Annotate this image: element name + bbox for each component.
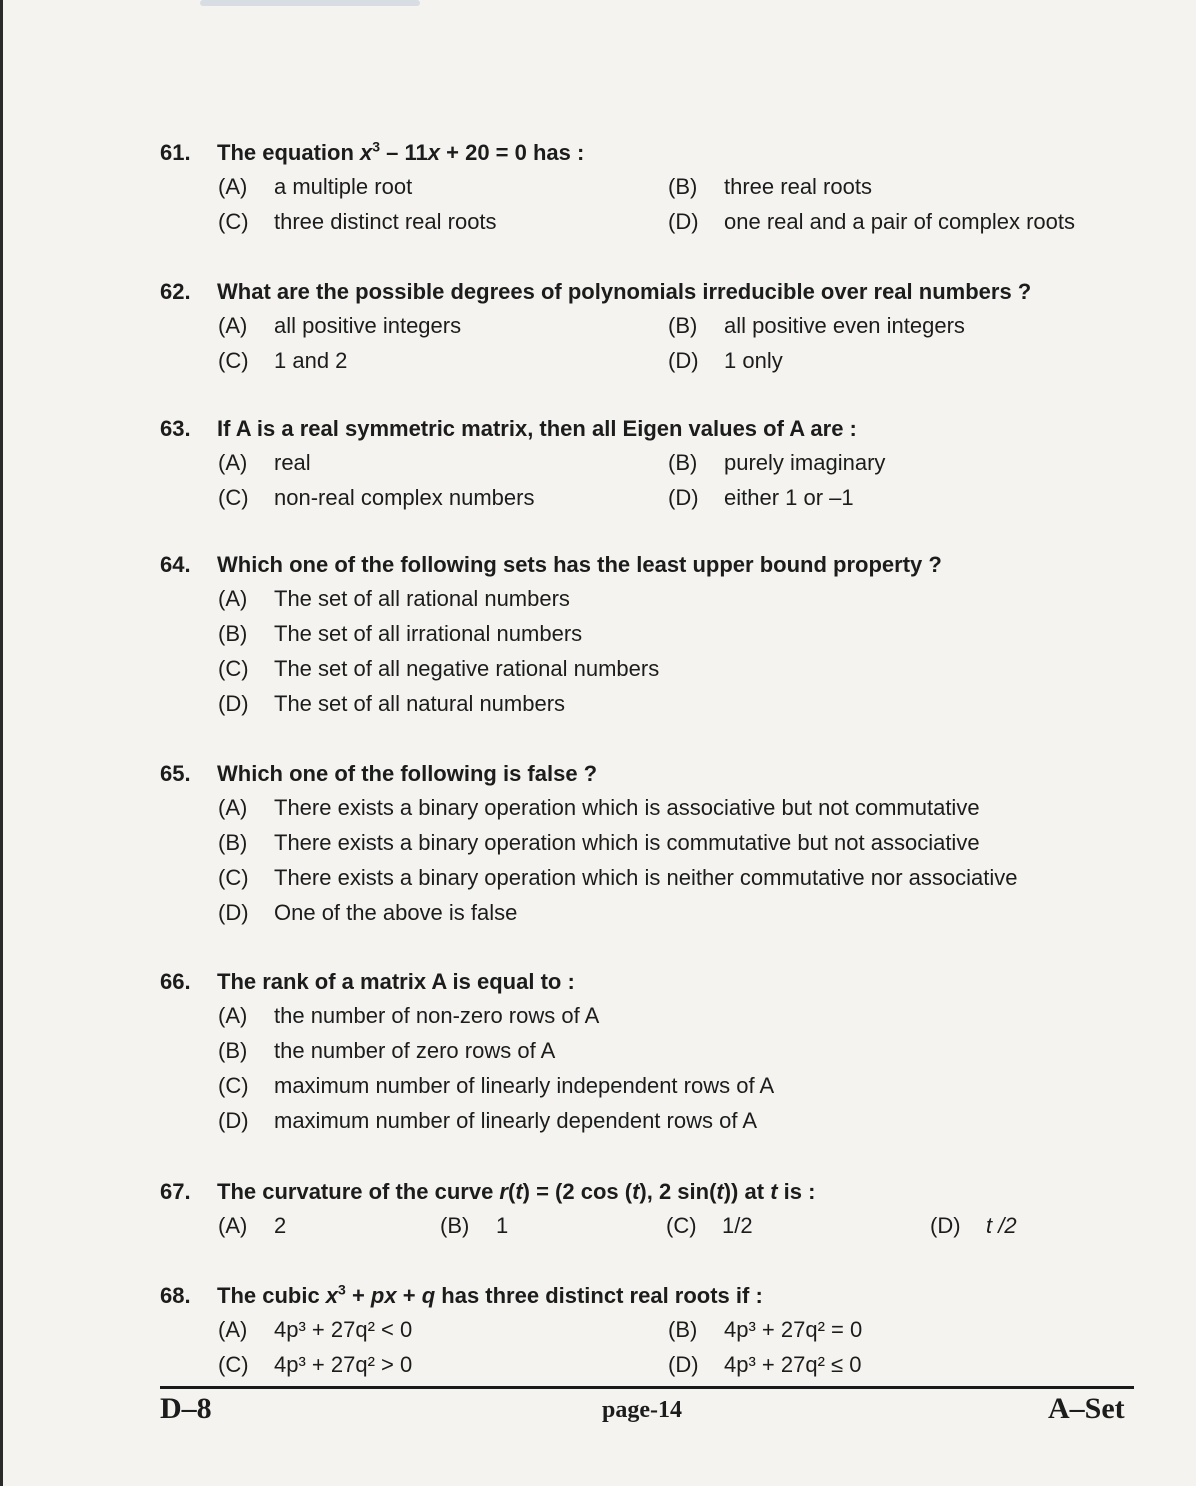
option-a[interactable]: (A) the number of non-zero rows of A bbox=[218, 1003, 600, 1028]
option-b[interactable]: (B) There exists a binary operation which is commutative but not associative bbox=[218, 830, 980, 855]
option-a[interactable]: (A) There exists a binary operation which is associative but not commutative bbox=[218, 795, 980, 820]
question-number: 66. bbox=[160, 969, 191, 994]
option-d[interactable]: (D) one real and a pair of complex roots bbox=[668, 209, 1075, 234]
question-number: 62. bbox=[160, 279, 191, 304]
option-d[interactable]: (D) 4p³ + 27q² ≤ 0 bbox=[668, 1352, 862, 1377]
option-b[interactable]: (B) three real roots bbox=[668, 174, 872, 199]
question-65 bbox=[160, 758, 1150, 930]
option-a[interactable]: (A) all positive integers bbox=[218, 313, 462, 338]
option-c[interactable]: (C) non-real complex numbers bbox=[218, 485, 535, 510]
question-number: 64. bbox=[160, 552, 191, 577]
option-a[interactable]: (A) a multiple root bbox=[218, 174, 413, 199]
footer-set-name: A–Set bbox=[1048, 1392, 1125, 1425]
footer-divider bbox=[160, 1386, 1134, 1389]
option-b[interactable]: (B) 4p³ + 27q² = 0 bbox=[668, 1317, 863, 1342]
question-number: 68. bbox=[160, 1283, 191, 1308]
scan-smudge bbox=[200, 0, 420, 6]
option-c[interactable]: (C) There exists a binary operation which is neither commutative nor associative bbox=[218, 865, 1018, 890]
option-c[interactable]: (C) 4p³ + 27q² > 0 bbox=[218, 1352, 413, 1377]
question-stem: 64. Which one of the following sets has the least upper bound property ? bbox=[160, 549, 1150, 581]
question-67 bbox=[160, 1176, 1150, 1243]
question-number: 63. bbox=[160, 416, 191, 441]
option-b[interactable]: (B) The set of all irrational numbers bbox=[218, 621, 583, 646]
option-c[interactable]: (C) maximum number of linearly independent rows of A bbox=[218, 1073, 775, 1098]
question-62 bbox=[160, 276, 1150, 378]
option-b[interactable]: (B) the number of zero rows of A bbox=[218, 1038, 556, 1063]
question-stem: 66. The rank of a matrix A is equal to : bbox=[160, 966, 1150, 998]
question-68 bbox=[160, 1280, 1150, 1382]
question-66 bbox=[160, 966, 1150, 1138]
option-b[interactable]: (B) purely imaginary bbox=[668, 450, 886, 475]
option-c[interactable]: (C) 1/2 bbox=[666, 1213, 753, 1238]
question-number: 67. bbox=[160, 1179, 191, 1204]
option-a[interactable]: (A) 4p³ + 27q² < 0 bbox=[218, 1317, 413, 1342]
option-d[interactable]: (D) t /2 bbox=[930, 1213, 1017, 1238]
question-number: 65. bbox=[160, 761, 191, 786]
page-edge-shadow bbox=[0, 0, 3, 1486]
question-stem: 65. Which one of the following is false ? bbox=[160, 758, 1150, 790]
option-c[interactable]: (C) The set of all negative rational numbers bbox=[218, 656, 660, 681]
option-c[interactable]: (C) 1 and 2 bbox=[218, 348, 348, 373]
page-number: page-14 bbox=[602, 1397, 682, 1423]
option-d[interactable]: (D) The set of all natural numbers bbox=[218, 691, 566, 716]
question-stem: 62. What are the possible degrees of polynomials irreducible over real numbers ? bbox=[160, 276, 1150, 308]
question-stem: 68. The cubic $x^3$ + px + q has three distinct real roots if : bbox=[160, 1280, 1150, 1312]
question-number: 61. bbox=[160, 140, 191, 165]
question-63 bbox=[160, 413, 1150, 515]
option-d[interactable]: (D) 1 only bbox=[668, 348, 783, 373]
option-d[interactable]: (D) One of the above is false bbox=[218, 900, 518, 925]
option-a[interactable]: (A) 2 bbox=[218, 1213, 287, 1238]
question-64 bbox=[160, 549, 1150, 721]
question-stem: 67. The curvature of the curve r(t) = (2 cos (t), 2 sin(t)) at t is : bbox=[160, 1176, 1150, 1208]
option-d[interactable]: (D) either 1 or –1 bbox=[668, 485, 854, 510]
footer-set-code: D–8 bbox=[160, 1392, 212, 1425]
option-b[interactable]: (B) 1 bbox=[440, 1213, 509, 1238]
option-b[interactable]: (B) all positive even integers bbox=[668, 313, 965, 338]
question-stem: 63. If A is a real symmetric matrix, then all Eigen values of A are : bbox=[160, 413, 1150, 445]
option-a[interactable]: (A) The set of all rational numbers bbox=[218, 586, 570, 611]
option-c[interactable]: (C) three distinct real roots bbox=[218, 209, 497, 234]
question-stem: 61. The equation $x^3 - 11x + 20 = 0$ has : bbox=[160, 137, 1150, 169]
option-d[interactable]: (D) maximum number of linearly dependent rows of A bbox=[218, 1108, 758, 1133]
question-61 bbox=[160, 137, 1150, 239]
option-a[interactable]: (A) real bbox=[218, 450, 311, 475]
